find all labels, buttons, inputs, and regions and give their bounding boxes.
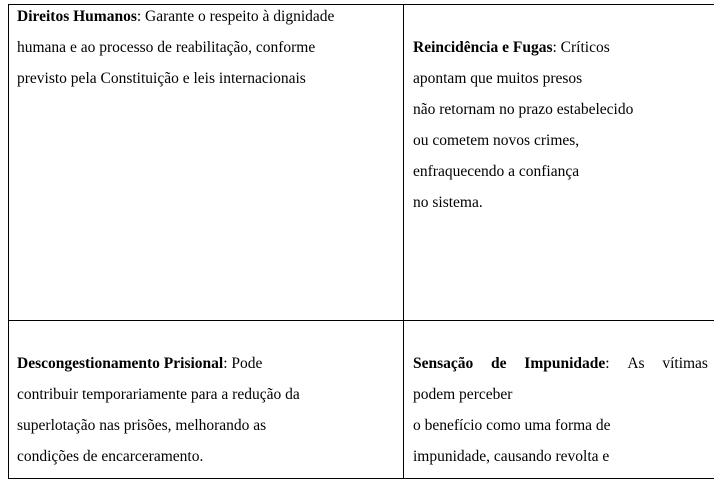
cell-term-word: Impunidade (524, 355, 606, 372)
cell-descongestionamento (17, 348, 300, 472)
cell-line: condições de encarceramento. (17, 448, 204, 465)
cell-term-word: de (491, 355, 507, 372)
cell-line: apontam que muitos presos (413, 70, 583, 87)
cell-line: o benefício como uma forma de (413, 417, 611, 434)
cell-line: humana e ao processo de reabilitação, conforme (17, 39, 316, 56)
cell-text: : Pode (223, 355, 263, 372)
cell-line: contribuir temporariamente para a redução da (17, 386, 300, 403)
cell-sensacao-impunidade (413, 348, 708, 472)
cell-line: no sistema. (413, 194, 483, 211)
cell-line: podem perceber (413, 386, 513, 403)
cell-line: ou cometem novos crimes, (413, 132, 580, 149)
table-row-divider (8, 320, 714, 321)
cell-direitos-humanos (17, 1, 334, 94)
cell-line: impunidade, causando revolta e (413, 448, 610, 465)
table-border-bottom (8, 478, 714, 479)
cell-term: Descongestionamento Prisional (17, 355, 224, 372)
cell-line (17, 1, 334, 32)
cell-text: vítimas (662, 355, 708, 372)
table-column-divider (403, 4, 404, 479)
cell-text: : (605, 355, 610, 372)
cell-line (17, 348, 300, 379)
table-border-left (8, 4, 9, 479)
cell-line: enfraquecendo a confiança (413, 163, 580, 180)
cell-line: não retornam no prazo estabelecido (413, 101, 634, 118)
cell-text: : Garante o respeito à dignidade (136, 8, 335, 25)
cell-line: superlotação nas prisões, melhorando as (17, 417, 267, 434)
cell-text: : Críticos (552, 39, 610, 56)
cell-reincidencia-fugas (413, 32, 633, 218)
cell-term: Reincidência e Fugas (413, 39, 553, 56)
cell-text: As (627, 355, 645, 372)
cell-line-justified (413, 348, 708, 379)
cell-line: previsto pela Constituição e leis internacionais (17, 70, 306, 87)
cell-term-word: Sensação (413, 355, 474, 372)
cell-term: Direitos Humanos (17, 8, 137, 25)
cell-term-group (524, 348, 609, 379)
cell-line (413, 32, 633, 63)
